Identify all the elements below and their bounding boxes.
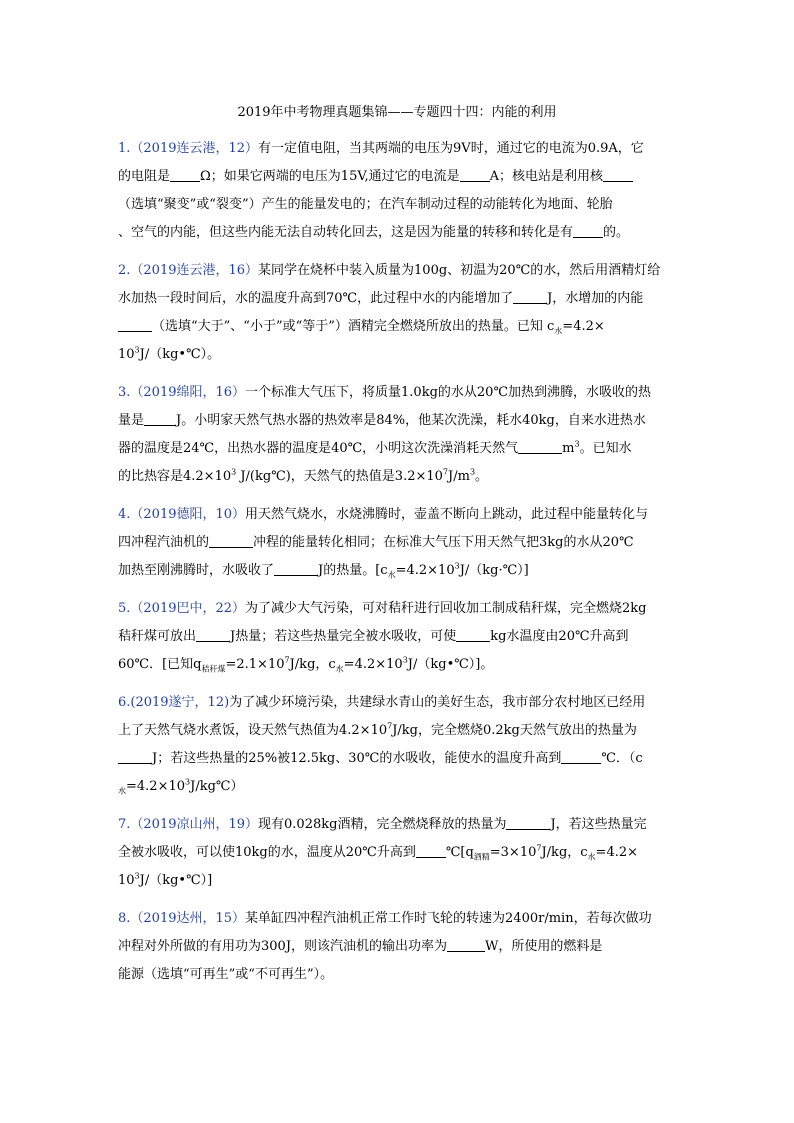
answer-blank[interactable] [416, 844, 446, 858]
question-1-line-2: 的电阻是 Ω；如果它两端的电压为15V,通过它的电流是 A；核电站是利用核 [118, 168, 678, 186]
answer-blank[interactable] [447, 938, 485, 952]
question-7-line-3: $10^3J/(kg•℃)$] [118, 871, 213, 888]
question-1-line-1: 1.（2019连云港，12）有一定值电阻，当其两端的电压为9V时，通过它的电流为0.9A，它 [118, 141, 644, 156]
question-6-line-4: $_水=4.2\times 10^3J/kg℃$） [118, 777, 244, 796]
question-6-line-3: J；若这些热量的25%被12.5kg、30℃的水吸收，能使水的温度升高到 ℃．（c [118, 750, 678, 768]
answer-blank[interactable] [460, 168, 490, 182]
question-4-line-1: 4.（2019德阳，10）用天然气烧水，水烧沸腾时，壶盖不断向上跳动，此过程中能量转化与 [118, 507, 649, 522]
question-4-line-2: 四冲程汽油机的 冲程的能量转化相同；在标准大气压下用天然气把3kg的水从20℃ [118, 535, 634, 550]
question-3-line-2: 量是 J。小明家天然气热水器的热效率是84%，他某次洗澡，耗水40kg，自来水进热水 [118, 413, 646, 428]
question-3-line-3: 器的温度是24℃，出热水器的温度是40℃，小明这次洗澡消耗天然气 $m^3$。已知水 [118, 439, 632, 456]
answer-blank[interactable] [456, 628, 490, 642]
answer-blank[interactable] [518, 440, 562, 454]
question-1-line-4: 、空气的内能，但这些内能无法自动转化回去，这是因为能量的转移和转化是有 的。 [118, 225, 630, 240]
answer-blank[interactable] [209, 534, 253, 548]
question-2-line-4: $10^3J/(kg•℃)$。 [118, 345, 221, 362]
answer-blank[interactable] [144, 412, 176, 426]
question-2-line-2: 水加热一段时间后，水的温度升高到70℃，此过程中水的内能增加了 J，水增加的内能 [118, 291, 644, 306]
answer-blank[interactable] [118, 750, 152, 764]
question-7-source: 7.（2019凉山州，19） [118, 817, 259, 832]
question-4-source: 4.（2019德阳，10） [118, 507, 246, 522]
question-6-line-2: 上了天然气烧水煮饭，设天然气热值为$4.2\times 10^7J/kg$，完全燃烧0.2kg天然气放出的热量为 [118, 721, 637, 738]
question-6-line-1: 6.(2019遂宁，12)为了减少环境污染，共建绿水青山的美好生态，我市部分农村地区已经用 [118, 695, 646, 710]
question-1-source: 1.（2019连云港，12） [118, 141, 259, 156]
answer-blank[interactable] [573, 224, 603, 238]
question-1-line-3: （选填“聚变”或“裂变”）产生的能量发电的；在汽车制动过程的动能转化为地面、轮胎 [118, 197, 613, 212]
answer-blank[interactable] [196, 628, 230, 642]
question-5-line-1: 5.（2019巴中，22）为了减少大气污染，可对秸秆进行回收加工制成秸秆煤，完全燃烧2kg [118, 601, 647, 616]
question-3-line-1: 3.（2019绵阳，16）一个标准大气压下，将质量1.0kg的水从20℃加热到沸腾，水吸收的热 [118, 385, 651, 400]
question-8-line-1: 8.（2019达州，15）某单缸四冲程汽油机正常工作时飞轮的转速为2400r/min，若每次做功 [118, 911, 652, 926]
question-8-line-2: 冲程对外所做的有用功为300J，则该汽油机的输出功率为 W，所使用的燃料是 [118, 939, 603, 954]
question-3-line-4: 的比热容是$4.2\times 10^3$ J/(kg℃)，天然气的热值是$3.2\times 10^7J/m^3$。 [118, 467, 489, 484]
question-7-line-1: 7.（2019凉山州，19）现有0.028kg酒精，完全燃烧释放的热量为 J，若这些热量完 [118, 817, 647, 832]
answer-blank[interactable] [513, 290, 547, 304]
question-7-line-2: 全被水吸收，可以使10kg的水，温度从20℃升高到 $℃[q_{酒精}=3\times 10^7J/kg$，$c_水=4.2\times$ [118, 843, 639, 862]
answer-blank[interactable] [603, 168, 633, 182]
question-5-line-3: 60℃．[已知$q_{秸秆煤}=2.1\times 10^7J/kg$，$c_水=4.2\times 10^3J/(kg•℃)$]。 [118, 655, 494, 674]
question-4-line-3: 加热至刚沸腾时，水吸收了 J的热量。$[c_水=4.2\times 10^3J/(kg\cdot℃)]$ [118, 561, 529, 580]
question-2-line-3: （选填“大于”、“小于”或“等于”）酒精完全燃烧所放出的热量。已知 $c_水=4.2\times$ [118, 318, 678, 336]
question-8-line-3: 能源（选填“可再生”或“不可再生”）。 [118, 967, 334, 982]
page-title: 2019年中考物理真题集锦——专题四十四：内能的利用 [237, 105, 557, 120]
question-8-source: 8.（2019达州，15） [118, 911, 246, 926]
question-2-source: 2.（2019连云港，16） [118, 263, 259, 278]
answer-blank[interactable] [118, 318, 152, 332]
question-6-source: 6.(2019遂宁，12) [118, 695, 230, 710]
question-5-line-2: 秸秆煤可放出 J热量；若这些热量完全被水吸收，可使 kg水温度由20℃升高到 [118, 629, 629, 644]
answer-blank[interactable] [274, 562, 318, 576]
answer-blank[interactable] [506, 816, 550, 830]
answer-blank[interactable] [561, 750, 601, 764]
question-3-source: 3.（2019绵阳，16） [118, 385, 246, 400]
question-5-source: 5.（2019巴中，22） [118, 601, 246, 616]
question-2-line-1: 2.（2019连云港，16）某同学在烧杯中装入质量为100g、初温为20℃的水，然后用酒精灯给 [118, 263, 661, 278]
answer-blank[interactable] [170, 168, 200, 182]
